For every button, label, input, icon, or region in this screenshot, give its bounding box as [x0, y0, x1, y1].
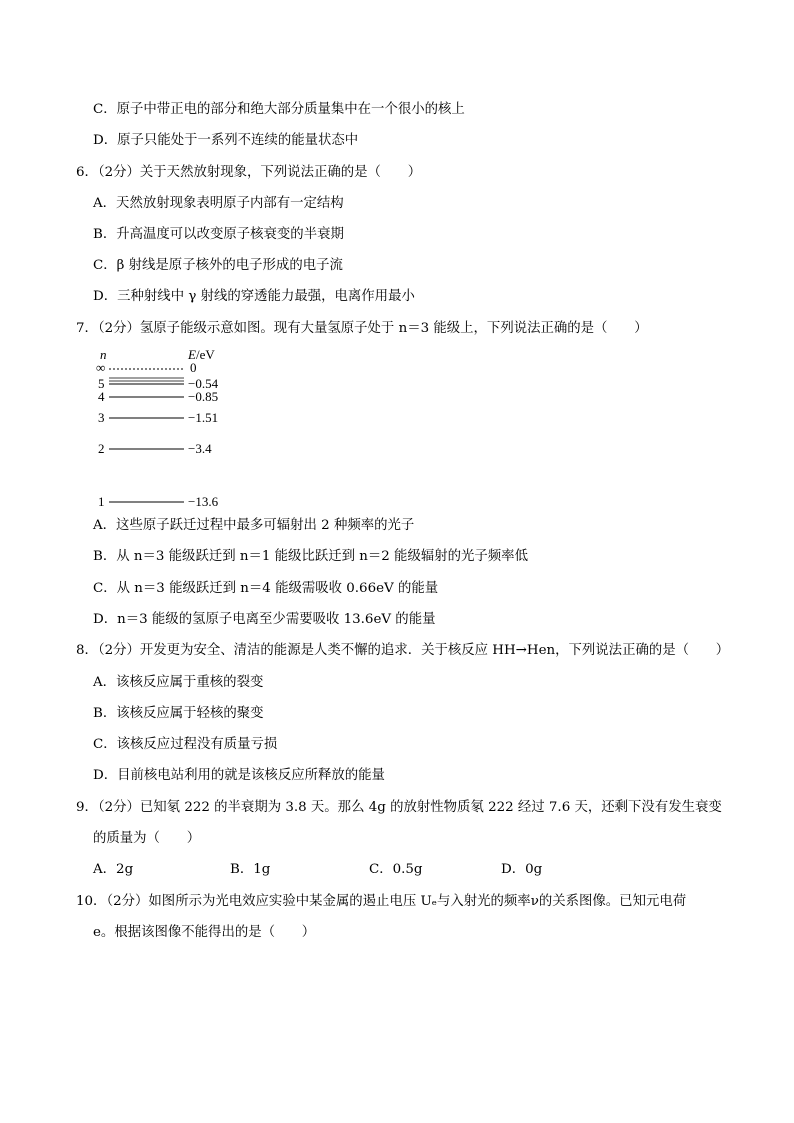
q8-option-c: C．该核反应过程没有质量亏损: [93, 737, 278, 752]
q9-option-b: B．1g: [230, 862, 271, 877]
level-e-1: −13.6: [188, 494, 219, 509]
q9-option-a: A．2g: [93, 862, 134, 877]
q8-stem: 8．（2分）开发更为安全、清洁的能源是人类不懈的追求．关于核反应 HH→Hen，下列说法正确的是（ ）: [76, 643, 730, 658]
q8-option-b: B．该核反应属于轻核的聚变: [93, 706, 264, 721]
q6-option-a: A．天然放射现象表明原子内部有一定结构: [93, 196, 344, 211]
q6-option-d: D．三种射线中 γ 射线的穿透能力最强，电离作用最小: [93, 289, 415, 304]
level-e-5: −0.54: [188, 376, 219, 391]
level-n-3: 3: [98, 410, 105, 425]
q5-option-c: C．原子中带正电的部分和绝大部分质量集中在一个很小的核上: [93, 102, 465, 117]
q8-option-d: D．目前核电站利用的就是该核反应所释放的能量: [93, 768, 385, 783]
q9-option-d: D．0g: [501, 862, 543, 877]
level-e-3: −1.51: [188, 410, 219, 425]
q7-option-d: D．n＝3 能级的氢原子电离至少需要吸收 13.6eV 的能量: [93, 612, 436, 627]
level-e-2: −3.4: [188, 441, 212, 456]
q6-stem: 6．（2分）关于天然放射现象，下列说法正确的是（ ）: [76, 165, 422, 180]
energy-axis-label: E/eV: [188, 347, 215, 362]
level-n-2: 2: [98, 441, 105, 456]
level-n-1: 1: [98, 494, 105, 509]
q9-option-c: C．0.5g: [369, 862, 423, 877]
q5-option-d: D．原子只能处于一系列不连续的能量状态中: [93, 133, 359, 148]
level-e-inf: 0: [190, 360, 197, 375]
q7-option-c: C．从 n＝3 能级跃迁到 n＝4 能级需吸收 0.66eV 的能量: [93, 581, 439, 596]
energy-level-diagram: [88, 345, 248, 513]
n-axis-label: n: [100, 347, 107, 362]
level-n-inf: ∞: [96, 360, 106, 375]
q10-stem-line1: 10．（2分）如图所示为光电效应实验中某金属的遏止电压 Uₑ与入射光的频率ν的关系图像。已知元电荷: [76, 894, 687, 909]
q7-option-a: A．这些原子跃迁过程中最多可辐射出 2 种频率的光子: [93, 518, 415, 533]
level-e-4: −0.85: [188, 389, 219, 404]
q10-stem-line2: e。根据该图像不能得出的是（ ）: [93, 925, 316, 940]
q6-option-c: C．β 射线是原子核外的电子形成的电子流: [93, 258, 343, 273]
q6-option-b: B．升高温度可以改变原子核衰变的半衰期: [93, 227, 344, 242]
level-n-5: 5: [98, 376, 105, 391]
q7-stem: 7．（2分）氢原子能级示意如图。现有大量氢原子处于 n＝3 能级上，下列说法正确的是（ ）: [76, 321, 648, 336]
q7-option-b: B．从 n＝3 能级跃迁到 n＝1 能级比跃迁到 n＝2 能级辐射的光子频率低: [93, 549, 528, 564]
q9-stem-line1: 9．（2分）已知氡 222 的半衰期为 3.8 天。那么 4g 的放射性物质氡 222 经过 7.6 天，还剩下没有发生衰变: [76, 800, 722, 815]
q9-stem-line2: 的质量为（ ）: [93, 831, 201, 846]
level-n-4: 4: [98, 389, 105, 404]
q8-option-a: A．该核反应属于重核的裂变: [93, 675, 264, 690]
